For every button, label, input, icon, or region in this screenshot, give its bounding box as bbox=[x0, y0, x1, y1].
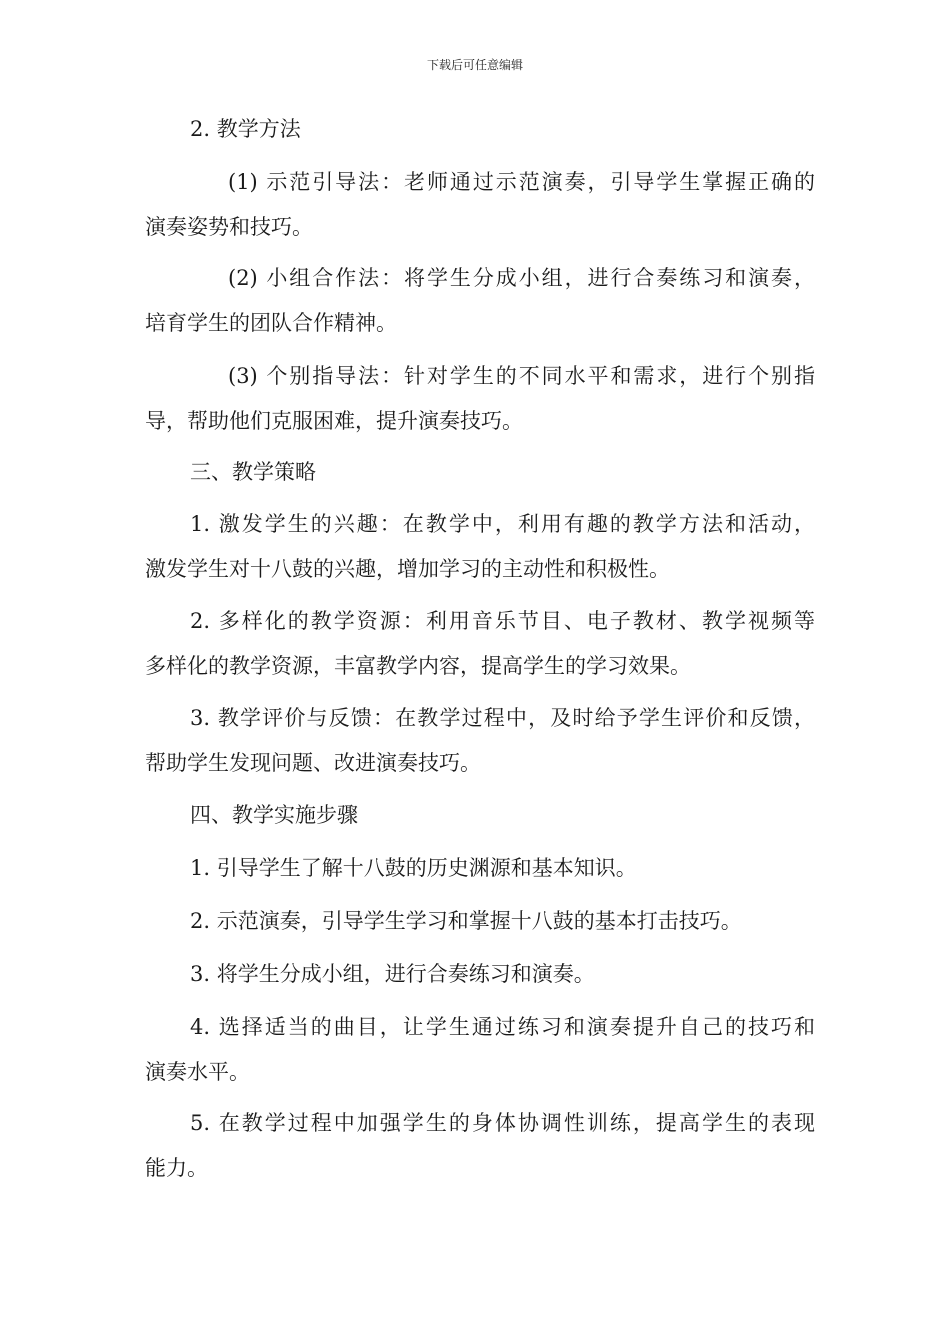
section-heading-teaching-strategy bbox=[145, 462, 815, 483]
text-line: 5. 在教学过程中加强学生的身体协调性训练，提高学生的表现 bbox=[190, 1111, 815, 1135]
text-line: 激发学生对十八鼓的兴趣，增加学习的主动性和积极性。 bbox=[145, 557, 670, 581]
text-line: 2. 多样化的教学资源：利用音乐节目、电子教材、教学视频等 bbox=[190, 609, 815, 633]
step-item-5 bbox=[145, 1113, 815, 1179]
strategy-item-feedback bbox=[145, 708, 815, 774]
text-line: 3. 教学评价与反馈：在教学过程中，及时给予学生评价和反馈， bbox=[190, 706, 815, 730]
text-line: (1) 示范引导法：老师通过示范演奏，引导学生掌握正确的 bbox=[228, 170, 815, 194]
text-line: 3. 将学生分成小组，进行合奏练习和演奏。 bbox=[190, 962, 595, 986]
text-line: 2. 教学方法 bbox=[190, 117, 301, 141]
text-line: 1. 激发学生的兴趣：在教学中，利用有趣的教学方法和活动， bbox=[190, 512, 815, 536]
method-item-group-cooperation bbox=[145, 268, 815, 334]
page-header: 下载后可任意编辑 bbox=[426, 58, 523, 72]
step-item-1 bbox=[145, 858, 815, 879]
text-line: 多样化的教学资源，丰富教学内容，提高学生的学习效果。 bbox=[145, 654, 691, 678]
strategy-item-interest bbox=[145, 514, 815, 580]
method-item-demonstration bbox=[145, 172, 815, 238]
step-item-3 bbox=[145, 964, 815, 985]
text-line: 能力。 bbox=[145, 1156, 208, 1180]
text-line: (2) 小组合作法：将学生分成小组，进行合奏练习和演奏， bbox=[228, 266, 815, 290]
text-line: 四、教学实施步骤 bbox=[190, 803, 358, 827]
text-line: 帮助学生发现问题、改进演奏技巧。 bbox=[145, 751, 481, 775]
text-line: 导，帮助他们克服困难，提升演奏技巧。 bbox=[145, 409, 523, 433]
text-line: 演奏水平。 bbox=[145, 1060, 250, 1084]
text-line: 培育学生的团队合作精神。 bbox=[145, 311, 397, 335]
step-item-4 bbox=[145, 1017, 815, 1083]
text-line: 1. 引导学生了解十八鼓的历史渊源和基本知识。 bbox=[190, 856, 637, 880]
text-line: (3) 个别指导法：针对学生的不同水平和需求，进行个别指 bbox=[228, 364, 815, 388]
method-item-individual-guidance bbox=[145, 366, 815, 432]
section-heading-implementation-steps bbox=[145, 805, 815, 826]
strategy-item-resources bbox=[145, 611, 815, 677]
text-line: 演奏姿势和技巧。 bbox=[145, 215, 313, 239]
text-line: 4. 选择适当的曲目，让学生通过练习和演奏提升自己的技巧和 bbox=[190, 1015, 815, 1039]
text-line: 三、教学策略 bbox=[190, 460, 316, 484]
step-item-2 bbox=[145, 911, 815, 932]
section-heading-teaching-methods bbox=[145, 119, 815, 140]
text-line: 2. 示范演奏，引导学生学习和掌握十八鼓的基本打击技巧。 bbox=[190, 909, 742, 933]
